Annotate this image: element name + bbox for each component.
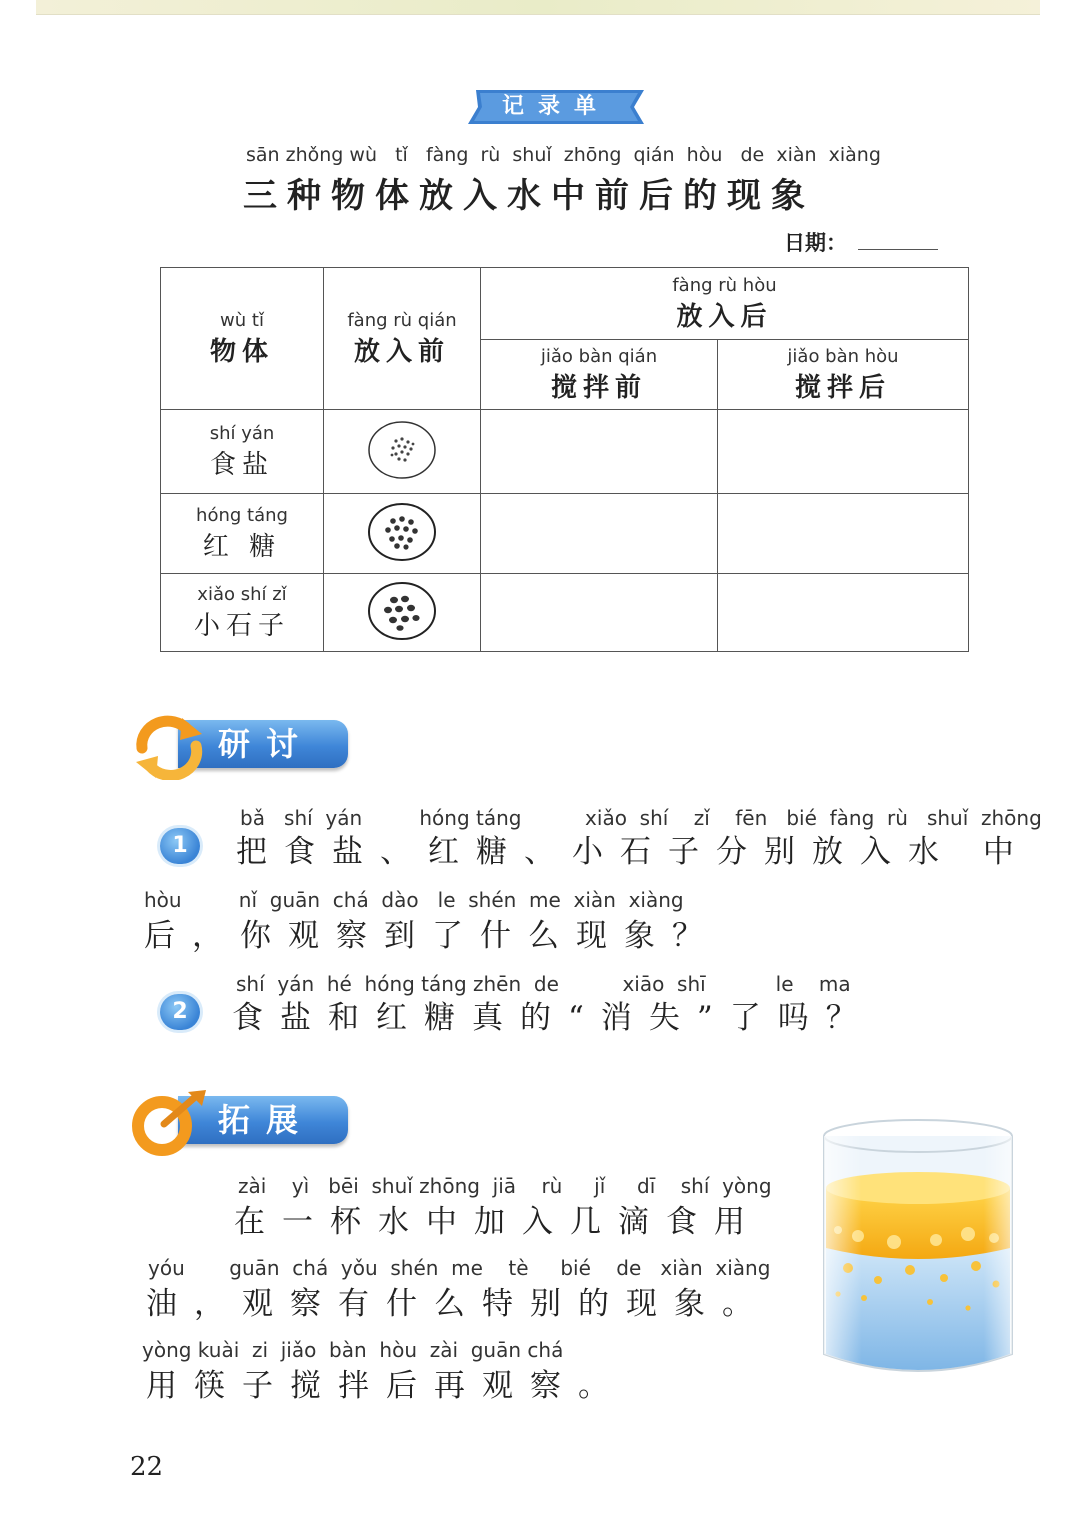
table-row — [161, 494, 969, 574]
q1-line2-pinyin: hòu nǐ guān chá dào le shén me xiàn xiàng — [144, 888, 684, 912]
header-after-stir-pinyin: jiǎo bàn hòu — [787, 345, 899, 367]
header-after-text: 放入后 — [676, 301, 773, 332]
discuss-section-badge — [130, 714, 360, 772]
row-after-stir-cell[interactable] — [718, 574, 969, 652]
discuss-badge-label: 研讨 — [218, 725, 315, 763]
date-label: 日期： — [784, 231, 847, 255]
row-before-cell — [324, 410, 481, 494]
page-number: 22 — [130, 1452, 164, 1482]
header-object-pinyin: wù tǐ — [220, 309, 264, 331]
extend-line2-pinyin: yóu guān chá yǒu shén me tè bié de xiàn xiàng — [148, 1256, 771, 1280]
extend-badge-label: 拓展 — [218, 1101, 315, 1139]
row-object-name: 小石子 — [193, 610, 290, 641]
cycle-arrows-icon — [130, 714, 210, 780]
extend-line3-text: 用筷子搅拌后再观察。 — [146, 1368, 626, 1404]
banner-text: 记录单 — [501, 94, 610, 119]
record-title: 三种物体放入水中前后的现象 — [243, 176, 815, 216]
header-object — [161, 268, 324, 410]
table-row — [161, 410, 969, 494]
header-object-text: 物体 — [209, 336, 274, 367]
record-sheet-banner — [468, 90, 644, 124]
table-row — [161, 574, 969, 652]
title-pinyin: sān zhǒng wù tǐ fàng rù shuǐ zhōng qián hòu de xiàn xiàng — [246, 144, 881, 166]
row-object-name: 红 糖 — [202, 531, 282, 562]
row-before-stir-cell[interactable] — [481, 574, 718, 652]
extend-line1-pinyin: zài yì bēi shuǐ zhōng jiā rù jǐ dī shí yòng — [238, 1174, 772, 1198]
header-after-stir — [718, 340, 969, 410]
header-before-stir — [481, 340, 718, 410]
target-arrow-icon — [130, 1090, 210, 1156]
header-before-pinyin: fàng rù qián — [347, 309, 457, 331]
header-after — [481, 268, 969, 340]
header-before-stir-text: 搅拌前 — [550, 372, 647, 403]
q2-pinyin: shí yán hé hóng táng zhēn de xiāo shī le ma — [236, 972, 851, 996]
extend-line1-text: 在一杯水中加入几滴食用 — [234, 1204, 762, 1240]
row-object-name: 食盐 — [209, 449, 274, 480]
row-after-stir-cell[interactable] — [718, 494, 969, 574]
question-number-2: 2 — [160, 994, 200, 1030]
header-after-stir-text: 搅拌后 — [794, 372, 891, 403]
date-input-line[interactable] — [858, 249, 938, 250]
pebbles-icon — [366, 580, 438, 642]
header-after-pinyin: fàng rù hòu — [672, 274, 777, 296]
row-before-stir-cell[interactable] — [481, 494, 718, 574]
row-object-cell — [161, 574, 324, 652]
record-table — [160, 267, 969, 652]
q1-line2-text: 后，你观察到了什么现象？ — [144, 918, 720, 954]
q1-line1-pinyin: bǎ shí yán hóng táng xiǎo shí zǐ fēn bié fàng rù shuǐ zhōng — [240, 806, 1042, 830]
extend-line3-pinyin: yòng kuài zi jiǎo bàn hòu zài guān chá — [142, 1338, 564, 1362]
top-decorative-band — [36, 0, 1040, 15]
row-object-cell — [161, 410, 324, 494]
brown-sugar-icon — [366, 501, 438, 563]
q1-line1-text: 把食盐、红糖、小石子分别放入水 中 — [236, 834, 1031, 870]
question-number-1: 1 — [160, 828, 200, 864]
header-before — [324, 268, 481, 410]
row-before-cell — [324, 574, 481, 652]
row-object-pinyin: shí yán — [209, 422, 275, 444]
oil-water-glass-illustration — [818, 1118, 1018, 1380]
header-before-text: 放入前 — [353, 336, 450, 367]
extend-section-badge — [130, 1090, 360, 1148]
header-before-stir-pinyin: jiǎo bàn qián — [540, 345, 658, 367]
row-before-cell — [324, 494, 481, 574]
row-after-stir-cell[interactable] — [718, 410, 969, 494]
row-before-stir-cell[interactable] — [481, 410, 718, 494]
extend-line2-text: 油，观察有什么特别的现象。 — [146, 1286, 770, 1322]
row-object-pinyin: hóng táng — [196, 504, 288, 526]
salt-grains-icon — [366, 419, 438, 481]
row-object-cell — [161, 494, 324, 574]
q2-text: 食盐和红糖真的“消失”了吗？ — [232, 1000, 874, 1036]
row-object-pinyin: xiǎo shí zǐ — [197, 583, 287, 605]
